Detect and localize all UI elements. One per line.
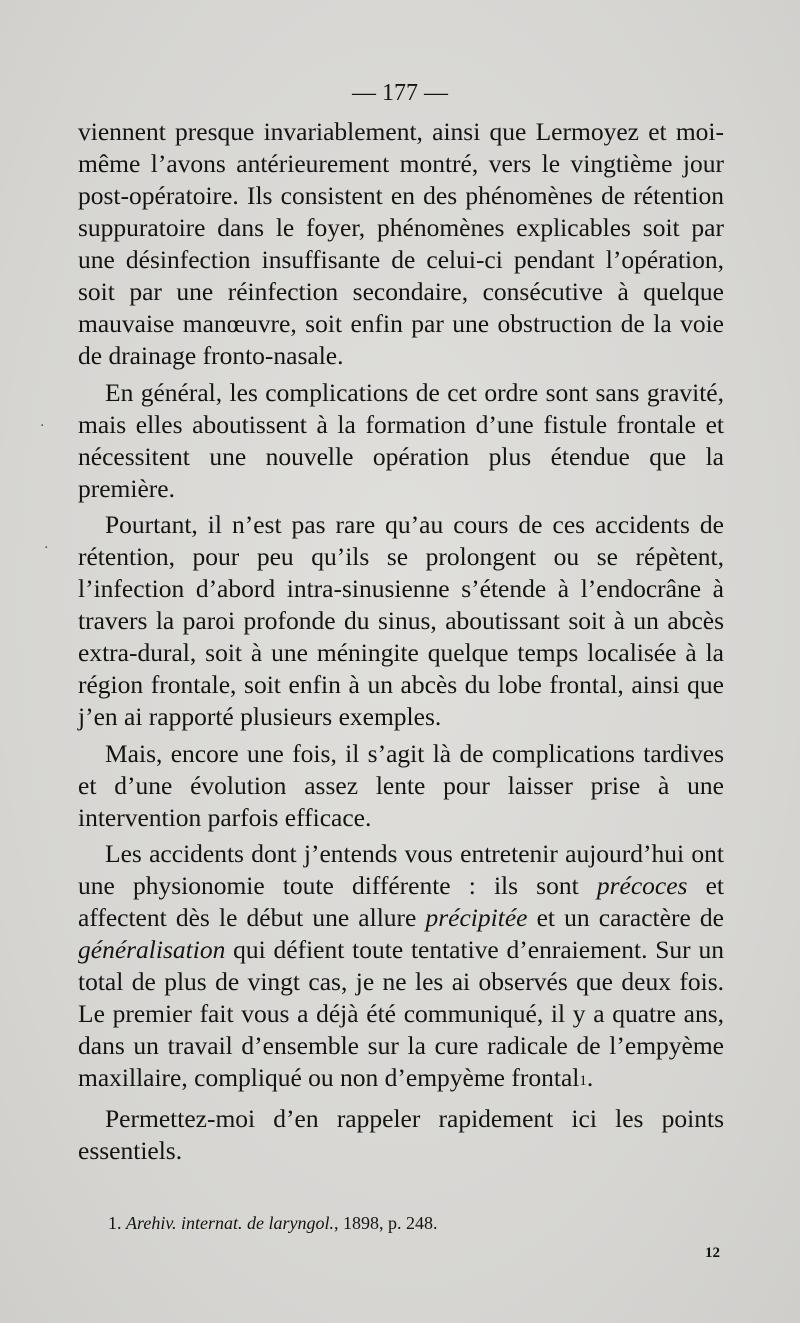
margin-mark: ·: [40, 418, 45, 434]
footnote-title: Arehiv. internat. de laryngol.: [126, 1213, 334, 1233]
paragraph: [78, 838, 724, 1098]
footnote-number: 1.: [108, 1213, 122, 1233]
paragraph: [78, 377, 724, 505]
footnote: [108, 1213, 437, 1234]
text-run: Mais, encore une fois, il s’agit là de complications tardives et d’une évolution assez lente pour laisser prise à une intervention parfois efficace.: [78, 738, 724, 832]
text-run: Pourtant, il n’est pas rare qu’au cours de ces accidents de rétention, pour peu qu’ils se prolongent ou se répètent, l’infection d’abord intra-sinusienne s’étende à l’endocrâne à travers la paroi profonde du sinus, aboutissant soit à un abcès extra-dural, soit à une méningite quelque temps localisée à la région frontale, soit enfin à un abcès du lobe frontal, ainsi que j’en ai rapporté plusieurs exemples.: [78, 510, 724, 731]
emphasis: précoces: [596, 871, 688, 900]
emphasis: généralisation: [78, 935, 226, 964]
text-run: viennent presque invariablement, ainsi que Lermoyez et moi-même l’avons antérieurement montré, vers le vingtième jour post-opératoire. Ils consistent en des phénomènes de rétention suppuratoire dans le foyer, phénomènes explicables soit par une désinfection insuffisante de celui-ci pendant l’opération, soit par une réinfection secondaire, consécutive à quelque mauvaise manœuvre, soit enfin par une obstruction de la voie de drainage fronto-nasale.: [78, 117, 724, 370]
text-run: et un caractère de: [527, 903, 724, 932]
paragraph: [78, 1103, 724, 1167]
text-run: qui défient toute tentative d’enraiement. Sur un total de plus de vingt cas, je ne les ai observés que deux fois. Le premier fait vous a déjà été communiqué, il y a quatre ans, dans un travail d’ensemble sur la cure radicale de l’empyème maxillaire, compliqué ou non d’empyème frontal: [78, 935, 724, 1092]
paragraph: [78, 738, 724, 834]
paragraph: [78, 509, 724, 733]
text-run: et affectent dès le début une allure: [78, 871, 724, 932]
text-run: .: [586, 1063, 594, 1092]
text-run: En général, les complications de cet ordre sont sans gravité, mais elles aboutissent à la formation d’une fistule frontale et nécessitent une nouvelle opération plus étendue que la première.: [78, 377, 724, 503]
page-number: — 177 —: [352, 80, 448, 106]
text-run: Les accidents dont j’entends vous entretenir aujourd’hui ont une physionomie toute différente : ils sont: [78, 839, 724, 900]
signature-mark: 12: [705, 1245, 720, 1261]
emphasis: précipitée: [425, 903, 528, 932]
body-text: [78, 116, 724, 1171]
margin-mark: ·: [44, 540, 49, 556]
footnote-rest: , 1898, p. 248.: [333, 1213, 438, 1233]
paragraph: [78, 116, 724, 372]
footnote-ref: 1: [579, 1073, 587, 1089]
text-run: Permettez-moi d’en rappeler rapidement ici les points essentiels.: [78, 1103, 724, 1165]
